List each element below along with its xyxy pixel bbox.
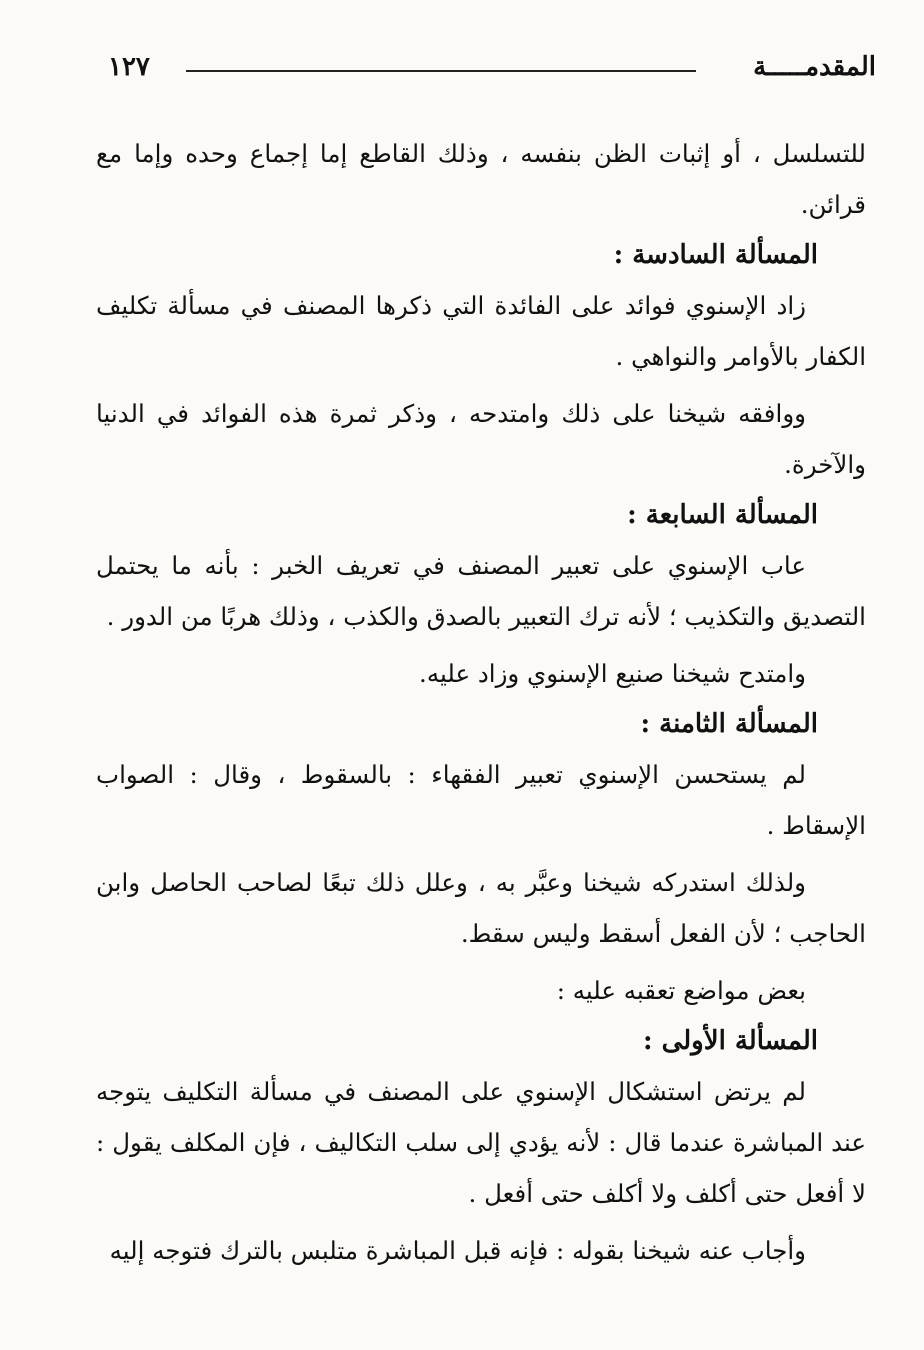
paragraph-subtitle: بعض مواضع تعقبه عليه :: [556, 976, 806, 1005]
paragraph: وامتدح شيخنا صنيع الإسنوي وزاد عليه.: [419, 659, 806, 688]
paragraph: وأجاب عنه شيخنا بقوله : فإنه قبل المباشرة متلبس بالترك فتوجه إليه: [109, 1236, 806, 1265]
page-number: ١٢٧: [108, 52, 150, 82]
section-heading-6: المسألة السادسة :: [613, 240, 818, 270]
paragraph: للتسلسل ، أو إثبات الظن بنفسه ، وذلك القاطع إما إجماع وحده وإما مع قرائن.: [96, 139, 866, 219]
paragraph: لم يستحسن الإسنوي تعبير الفقهاء : بالسقوط ، وقال : الصواب الإسقاط .: [96, 760, 866, 840]
page-body: [96, 128, 866, 1276]
running-title: المقدمـــــة: [753, 52, 876, 82]
paragraph: عاب الإسنوي على تعبير المصنف في تعريف الخبر : بأنه ما يحتمل التصديق والتكذيب ؛ لأنه ترك التعبير بالصدق والكذب ، وذلك هربًا من الدور .: [96, 551, 866, 631]
section-heading-1: المسألة الأولى :: [642, 1026, 818, 1056]
paragraph: زاد الإسنوي فوائد على الفائدة التي ذكرها المصنف في مسألة تكليف الكفار بالأوامر والنواهي .: [96, 291, 866, 371]
paragraph: ولذلك استدركه شيخنا وعبَّر به ، وعلل ذلك تبعًا لصاحب الحاصل وابن الحاجب ؛ لأن الفعل أسقط وليس سقط.: [96, 868, 866, 948]
paragraph: لم يرتض استشكال الإسنوي على المصنف في مسألة التكليف يتوجه عند المباشرة عندما قال : لأنه يؤدي إلى سلب التكاليف ، فإن المكلف يقول : لا أفعل حتى أكلف ولا أكلف حتى أفعل .: [96, 1077, 866, 1208]
paragraph: ووافقه شيخنا على ذلك وامتدحه ، وذكر ثمرة هذه الفوائد في الدنيا والآخرة.: [96, 399, 866, 479]
section-heading-8: المسألة الثامنة :: [640, 709, 818, 739]
page-header: [96, 52, 876, 92]
section-heading-7: المسألة السابعة :: [627, 500, 818, 530]
header-rule: [186, 70, 696, 72]
